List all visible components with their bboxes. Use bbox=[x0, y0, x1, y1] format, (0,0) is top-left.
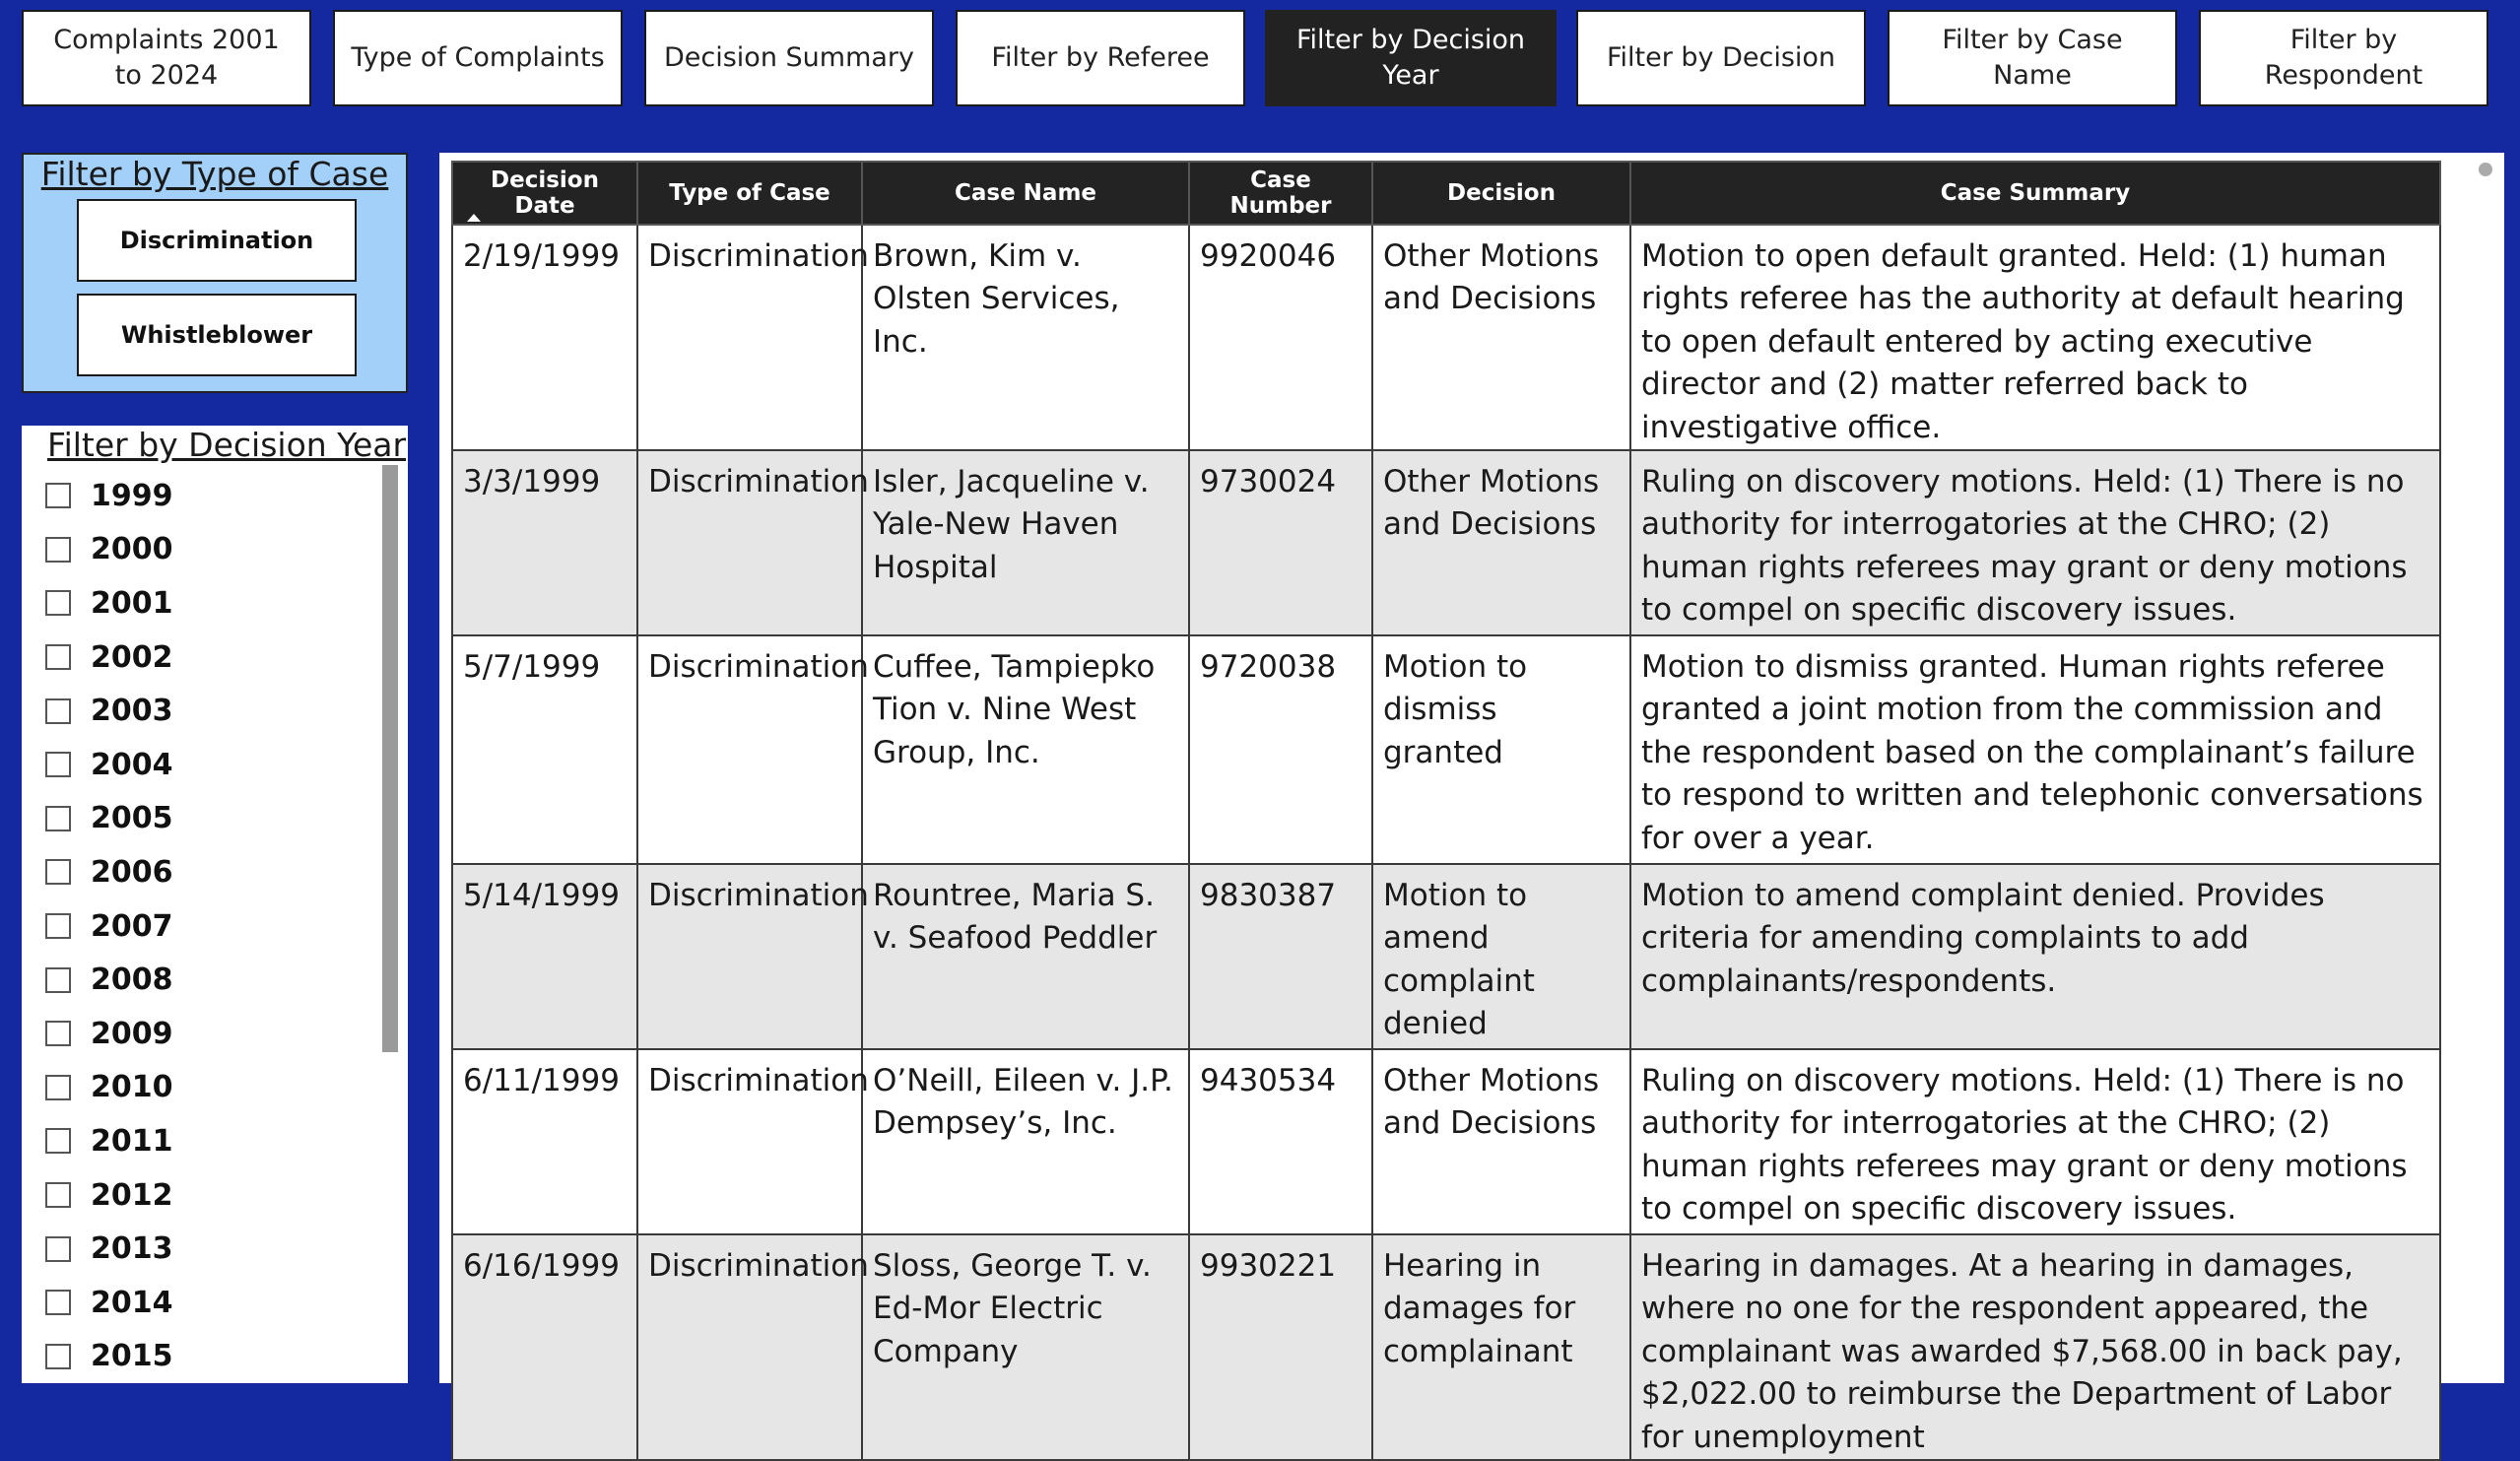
year-option[interactable] bbox=[45, 953, 390, 1007]
header-decision[interactable]: Decision bbox=[1372, 162, 1630, 225]
checkbox[interactable] bbox=[45, 644, 71, 670]
cell-decision-date: 6/11/1999 bbox=[452, 1049, 637, 1234]
cell-case-name: Rountree, Maria S. v. Seafood Peddler bbox=[862, 864, 1189, 1049]
year-label: 2014 bbox=[91, 1285, 173, 1320]
year-list bbox=[45, 469, 390, 1383]
year-label: 2001 bbox=[91, 585, 173, 621]
checkbox[interactable] bbox=[45, 1182, 71, 1208]
cell-decision-date: 3/3/1999 bbox=[452, 450, 637, 635]
year-label: 2006 bbox=[91, 854, 173, 890]
cell-type-of-case: Discrimination bbox=[637, 450, 862, 635]
cell-case-name: Sloss, George T. v. Ed-Mor Electric Company bbox=[862, 1234, 1189, 1460]
year-option[interactable] bbox=[45, 1061, 390, 1115]
year-option[interactable] bbox=[45, 523, 390, 577]
cell-decision-date: 5/14/1999 bbox=[452, 864, 637, 1049]
cell-case-summary: Ruling on discovery motions. Held: (1) There is no authority for interrogatories at the CHRO; (2) human rights referees may grant or deny motions to compel on specific discovery issues. bbox=[1630, 450, 2440, 635]
table-scroll-indicator[interactable] bbox=[2479, 163, 2492, 176]
year-label: 2003 bbox=[91, 694, 173, 729]
cell-type-of-case: Discrimination bbox=[637, 1234, 862, 1460]
table-row[interactable] bbox=[452, 1049, 2440, 1234]
checkbox[interactable] bbox=[45, 1236, 71, 1262]
tab-filter-by-decision-year[interactable]: Filter by Decision Year bbox=[1265, 10, 1557, 106]
checkbox[interactable] bbox=[45, 1021, 71, 1046]
checkbox[interactable] bbox=[45, 752, 71, 777]
cell-decision-date: 6/16/1999 bbox=[452, 1234, 637, 1460]
header-case-number[interactable]: Case Number bbox=[1189, 162, 1372, 225]
year-label: 2000 bbox=[91, 532, 173, 567]
year-label: 2004 bbox=[91, 747, 173, 782]
table-row[interactable] bbox=[452, 450, 2440, 635]
table-row[interactable] bbox=[452, 864, 2440, 1049]
checkbox[interactable] bbox=[45, 1075, 71, 1100]
cell-case-summary: Hearing in damages. At a hearing in damages, where no one for the respondent appeared, the complainant was awarded $7,568.00 in back pay, $2,022.00 to reimburse the Department of Labor for unemployment bbox=[1630, 1234, 2440, 1460]
cell-type-of-case: Discrimination bbox=[637, 225, 862, 450]
year-label: 2015 bbox=[91, 1339, 173, 1374]
checkbox[interactable] bbox=[45, 967, 71, 993]
tab-type-of-complaints[interactable]: Type of Complaints bbox=[333, 10, 623, 106]
checkbox[interactable] bbox=[45, 590, 71, 616]
year-option[interactable] bbox=[45, 1007, 390, 1061]
year-list-scrollbar[interactable] bbox=[382, 465, 398, 1052]
whistleblower-filter-button[interactable]: Whistleblower bbox=[77, 294, 357, 376]
tab-filter-by-case-name[interactable]: Filter by Case Name bbox=[1888, 10, 2177, 106]
tab-complaints-2001-2024[interactable]: Complaints 2001 to 2024 bbox=[22, 10, 311, 106]
tab-decision-summary[interactable]: Decision Summary bbox=[644, 10, 934, 106]
year-option[interactable] bbox=[45, 684, 390, 738]
year-option[interactable] bbox=[45, 576, 390, 631]
type-filter-title: Filter by Type of Case bbox=[40, 155, 389, 193]
year-label: 2010 bbox=[91, 1070, 173, 1105]
cell-case-number: 9830387 bbox=[1189, 864, 1372, 1049]
cell-decision-date: 5/7/1999 bbox=[452, 635, 637, 864]
cell-case-name: Isler, Jacqueline v. Yale-New Haven Hospital bbox=[862, 450, 1189, 635]
year-option[interactable] bbox=[45, 899, 390, 954]
year-option[interactable] bbox=[45, 631, 390, 685]
year-label: 1999 bbox=[91, 478, 173, 513]
cell-case-name: Cuffee, Tampiepko Tion v. Nine West Group, Inc. bbox=[862, 635, 1189, 864]
discrimination-filter-button[interactable]: Discrimination bbox=[77, 199, 357, 282]
checkbox[interactable] bbox=[45, 537, 71, 563]
checkbox[interactable] bbox=[45, 1290, 71, 1315]
cell-case-summary: Ruling on discovery motions. Held: (1) There is no authority for interrogatories at the CHRO; (2) human rights referees may grant or deny motions to compel on specific discovery issues. bbox=[1630, 1049, 2440, 1234]
cell-type-of-case: Discrimination bbox=[637, 635, 862, 864]
year-label: 2005 bbox=[91, 801, 173, 836]
year-label: 2008 bbox=[91, 963, 173, 998]
tab-filter-by-respondent[interactable]: Filter by Respondent bbox=[2199, 10, 2488, 106]
checkbox[interactable] bbox=[45, 859, 71, 885]
year-option[interactable] bbox=[45, 1276, 390, 1330]
cell-type-of-case: Discrimination bbox=[637, 864, 862, 1049]
header-case-name[interactable]: Case Name bbox=[862, 162, 1189, 225]
cases-table bbox=[451, 161, 2441, 1461]
cell-case-number: 9720038 bbox=[1189, 635, 1372, 864]
cell-case-number: 9920046 bbox=[1189, 225, 1372, 450]
header-case-summary[interactable]: Case Summary bbox=[1630, 162, 2440, 225]
year-filter-title: Filter by Decision Year bbox=[47, 426, 407, 464]
checkbox[interactable] bbox=[45, 806, 71, 831]
header-decision-date[interactable]: Decision Date bbox=[452, 162, 637, 225]
year-label: 2007 bbox=[91, 908, 173, 944]
sort-ascending-icon bbox=[467, 214, 481, 222]
cell-case-summary: Motion to amend complaint denied. Provides criteria for amending complaints to add complainants/respondents. bbox=[1630, 864, 2440, 1049]
checkbox[interactable] bbox=[45, 698, 71, 724]
tab-filter-by-decision[interactable]: Filter by Decision bbox=[1576, 10, 1866, 106]
year-option[interactable] bbox=[45, 1330, 390, 1384]
year-option[interactable] bbox=[45, 845, 390, 899]
cell-decision: Motion to amend complaint denied bbox=[1372, 864, 1630, 1049]
year-label: 2011 bbox=[91, 1123, 173, 1159]
type-of-case-filter-panel bbox=[22, 153, 408, 393]
year-label: 2002 bbox=[91, 639, 173, 675]
year-label: 2009 bbox=[91, 1016, 173, 1051]
cell-case-number: 9930221 bbox=[1189, 1234, 1372, 1460]
year-label: 2013 bbox=[91, 1231, 173, 1267]
cell-case-summary: Motion to dismiss granted. Human rights referee granted a joint motion from the commission and the respondent based on the complainant’s failure to respond to written and telephonic conversations for over a year. bbox=[1630, 635, 2440, 864]
year-label: 2012 bbox=[91, 1177, 173, 1213]
cell-decision: Hearing in damages for complainant bbox=[1372, 1234, 1630, 1460]
checkbox[interactable] bbox=[45, 913, 71, 939]
cell-case-number: 9730024 bbox=[1189, 450, 1372, 635]
checkbox[interactable] bbox=[45, 1128, 71, 1154]
year-option[interactable] bbox=[45, 1114, 390, 1168]
year-option[interactable] bbox=[45, 1168, 390, 1223]
checkbox[interactable] bbox=[45, 1344, 71, 1369]
cell-decision-date: 2/19/1999 bbox=[452, 225, 637, 450]
decision-year-filter-panel bbox=[22, 426, 408, 1383]
table-row[interactable] bbox=[452, 1234, 2440, 1460]
cell-decision: Other Motions and Decisions bbox=[1372, 225, 1630, 450]
year-option[interactable] bbox=[45, 1222, 390, 1276]
cell-case-name: O’Neill, Eileen v. J.P. Dempsey’s, Inc. bbox=[862, 1049, 1189, 1234]
cases-table-panel bbox=[439, 153, 2504, 1455]
header-type-of-case[interactable]: Type of Case bbox=[637, 162, 862, 225]
year-option[interactable] bbox=[45, 738, 390, 792]
cell-case-summary: Motion to open default granted. Held: (1) human rights referee has the authority at default hearing to open default entered by acting executive director and (2) matter referred back to investigative office. bbox=[1630, 225, 2440, 450]
cell-case-number: 9430534 bbox=[1189, 1049, 1372, 1234]
cell-case-name: Brown, Kim v. Olsten Services, Inc. bbox=[862, 225, 1189, 450]
year-option[interactable] bbox=[45, 469, 390, 523]
table-header-row bbox=[452, 162, 2440, 225]
table-row[interactable] bbox=[452, 635, 2440, 864]
cell-type-of-case: Discrimination bbox=[637, 1049, 862, 1234]
year-option[interactable] bbox=[45, 792, 390, 846]
tab-filter-by-referee[interactable]: Filter by Referee bbox=[956, 10, 1245, 106]
checkbox[interactable] bbox=[45, 483, 71, 508]
cell-decision: Other Motions and Decisions bbox=[1372, 450, 1630, 635]
table-row[interactable] bbox=[452, 225, 2440, 450]
cell-decision: Other Motions and Decisions bbox=[1372, 1049, 1630, 1234]
cell-decision: Motion to dismiss granted bbox=[1372, 635, 1630, 864]
